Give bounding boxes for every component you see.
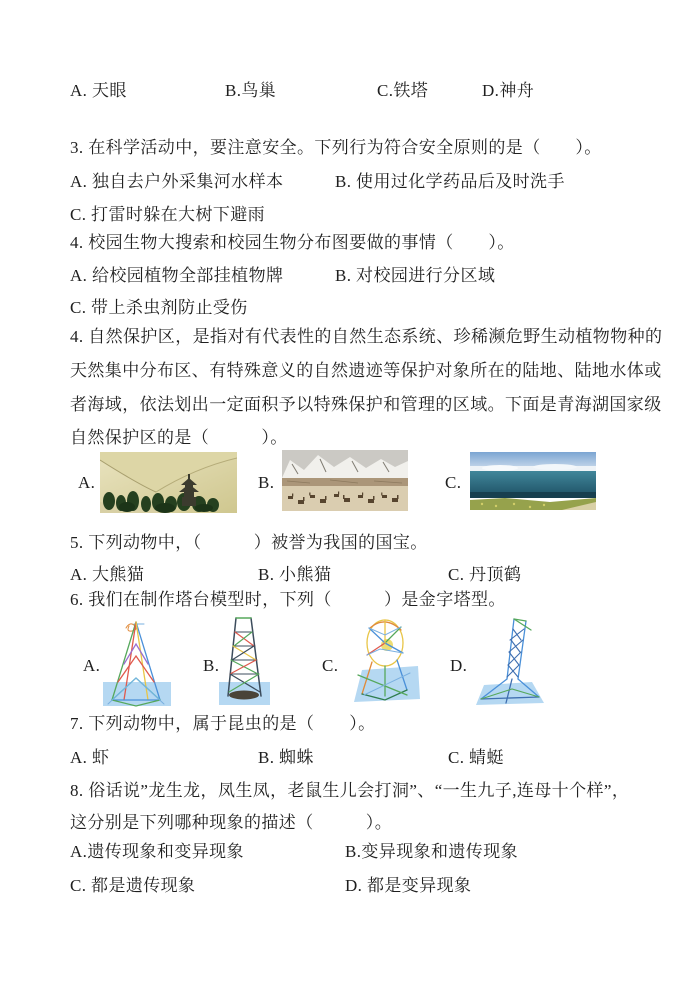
q4a-option-a: A. 给校园植物全部挂植物牌 <box>70 266 284 285</box>
qinghai-lake-shore-photo <box>470 452 596 510</box>
q2-option-c: C.铁塔 <box>377 81 429 100</box>
q6-figure-label-b: B. <box>203 656 220 675</box>
q3-option-a: A. 独自去户外采集河水样本 <box>70 172 284 191</box>
q7-option-a: A. 虾 <box>70 748 110 767</box>
q5-option-c: C. 丹顶鹤 <box>448 565 522 584</box>
q8-option-c: C. 都是遗传现象 <box>70 876 196 895</box>
round-cluster-tower-figure <box>350 615 422 707</box>
q6-figure-label-c: C. <box>322 656 339 675</box>
q5-option-b: B. 小熊猫 <box>258 565 332 584</box>
q2-option-a: A. 天眼 <box>70 81 127 100</box>
q4b-line4: 自然保护区的是（ ）。 <box>70 428 288 447</box>
q7-option-c: C. 蜻蜓 <box>448 748 504 767</box>
q4b-photo-label-b: B. <box>258 473 275 492</box>
q7-option-b: B. 蜘蛛 <box>258 748 314 767</box>
q4a-option-b: B. 对校园进行分区域 <box>335 266 496 285</box>
column-truss-tower-figure <box>218 614 273 709</box>
flared-truss-tower-figure <box>100 616 175 708</box>
q7-stem: 7. 下列动物中，属于昆虫的是（ ）。 <box>70 714 376 733</box>
q5-option-a: A. 大熊猫 <box>70 565 145 584</box>
q4a-stem: 4. 校园生物大搜索和校园生物分布图要做的事情（ ）。 <box>70 233 515 252</box>
q8-option-a: A.遗传现象和变异现象 <box>70 842 244 861</box>
q2-option-d: D.神舟 <box>482 81 535 100</box>
q2-option-b: B.鸟巢 <box>225 81 277 100</box>
q6-figure-label-a: A. <box>83 656 101 675</box>
q4b-line2: 天然集中分布区、有特殊意义的自然遗迹等保护对象所在的陆地、陆地水体或 <box>70 361 662 380</box>
q3-stem: 3. 在科学活动中，要注意安全。下列行为符合安全原则的是（ ）。 <box>70 138 602 157</box>
q4b-photo-label-a: A. <box>78 473 96 492</box>
q5-stem: 5. 下列动物中，（ ）被誉为我国的国宝。 <box>70 533 428 552</box>
camel-herd-snow-mountain-photo <box>282 450 408 511</box>
desert-oasis-pagoda-photo <box>100 452 237 513</box>
q8-line2: 这分别是下列哪种现象的描述（ ）。 <box>70 813 393 832</box>
q4a-option-c: C. 带上杀虫剂防止受伤 <box>70 298 248 317</box>
q6-figure-label-d: D. <box>450 656 468 675</box>
q8-line1: 8. 俗话说”龙生龙，凤生凤，老鼠生儿会打洞”、“一生九子,连母十个样”， <box>70 781 630 800</box>
q3-option-b: B. 使用过化学药品后及时洗手 <box>335 172 565 191</box>
slim-truss-tower-figure <box>474 615 546 707</box>
q8-option-b: B.变异现象和遗传现象 <box>345 842 518 861</box>
q4b-line3: 者海域，依法划出一定面积予以特殊保护和管理的区域。下面是青海湖国家级 <box>70 395 662 414</box>
q3-option-c: C. 打雷时躲在大树下避雨 <box>70 205 266 224</box>
q6-stem: 6. 我们在制作塔台模型时，下列（ ）是金字塔型。 <box>70 590 506 609</box>
q4b-photo-label-c: C. <box>445 473 462 492</box>
q4b-line1: 4. 自然保护区，是指对有代表性的自然生态系统、珍稀濒危野生动植物物种的 <box>70 327 663 346</box>
q8-option-d: D. 都是变异现象 <box>345 876 472 895</box>
